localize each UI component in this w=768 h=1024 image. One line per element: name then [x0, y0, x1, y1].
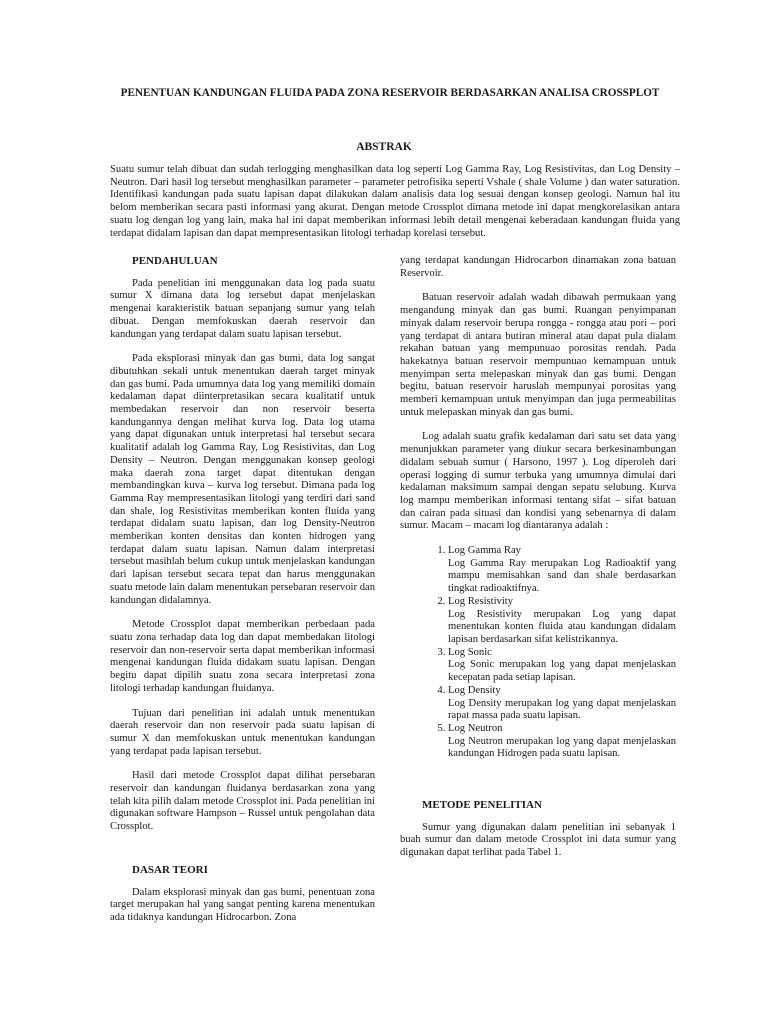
paragraph: Hasil dari metode Crossplot dapat dilihat persebaran reservoir dan kandungan fluidanya berdasarkan zona yang telah kita pilih dalam metode Crossplot ini. Pada penelitian ini digunakan software Hampson – Russel untuk pengolahan data Crossplot.: [110, 770, 375, 833]
list-item: [448, 647, 676, 685]
list-item-description: Log Gamma Ray merupakan Log Radioaktif yang mampu memisahkan sand dan shale berdasarkan tingkat radioaktifnya.: [448, 557, 676, 595]
right-column: [400, 255, 676, 872]
section-heading-method: METODE PENELITIAN: [422, 799, 542, 812]
paragraph: Pada eksplorasi minyak dan gas bumi, data log sangat dibutuhkan sekali untuk menentukan daerah target minyak dan gas bumi. Pada umumnya data log yang memiliki domain kedalaman dapat diinterpretasikan secara kualitatif untuk membedakan reservoir dan non reservoir beserta kandungannya dengan melihat kurva log. Data log utama yang dapat digunakan untuk interpretasi hal tersebut secara kualitatif adalah log Gamma Ray, Log Resistivitas, dan Log Density – Neutron. Dengan menggunakan konsep geologi maka daerah zona target dapat ditentukan dengan membandingkan kuva – kurva log tersebut. Dimana pada log Gamma Ray mempresentasikan litologi yang terdiri dari sand dan shale, log Resistivitas memberikan konten fluida yang terdapat didalam suatu lapisan, dan log Density-Neutron memberikan konten densitas dan konten hidrogen yang terdapat dalam suatu lapisan. Namun dalam interpretasi tersebut masihlah belum cukup untuk menjelaskan kandungan dari lapisan tersebut secara tepat dan harus menggunakan suatu metode lain dalam menentukan persebaran reservoir dan kandungan didalamnya.: [110, 353, 375, 606]
list-item-term: 1. Log Gamma Ray: [448, 545, 521, 557]
list-item-term: 2. Log Resistivity: [448, 595, 514, 607]
paper-title: PENENTUAN KANDUNGAN FLUIDA PADA ZONA RESERVOIR BERDASARKAN ANALISA CROSSPLOT: [120, 87, 660, 99]
list-item-description: Log Resistivity merupakan Log yang dapat menentukan konten fluida atau kandungan didalam lapisan berdasarkan sifat kelistrikannya.: [448, 608, 676, 645]
abstract-heading: ABSTRAK: [356, 141, 412, 153]
list-item-term: 5. Log Neutron: [448, 722, 503, 734]
list-item: [448, 545, 676, 596]
abstract-text: Suatu sumur telah dibuat dan sudah terlogging menghasilkan data log seperti Log Gamma Ray, Log Resistivitas, dan Log Density – Neutron. Dari hasil log tersebut menghasilkan parameter – parameter petrofisika seperti Vshale ( shale Volume ) dan water saturation. Identifikasi kandungan pada suatu lapisan dapat dilakukan dalam analisis data log sesuai dengan konsep geologi. Namun hal itu belom memberikan secara pasti informasi yang akurat. Dengan metode Crossplot dimana metode ini dapat mengkorelasikan antara suatu log dengan log yang lain, maka hal ini dapat memberikan informasi lebih detail mengenai keberadaan kandungan fluida yang terdapat didalam lapisan dan dapat mempresentasikan litologi terhadap korelasi tersebut.: [110, 164, 680, 239]
paragraph: Dalam eksplorasi minyak dan gas bumi, penentuan zona target merupakan hal yang sangat penting karena menentukan ada tidaknya kandungan Hidrocarbon. Zona: [110, 886, 375, 923]
section-heading-theory: DASAR TEORI: [132, 863, 208, 876]
list-item: [448, 685, 676, 723]
paragraph: Batuan reservoir adalah wadah dibawah permukaan yang mengandung minyak dan gas bumi. Ruangan penyimpanan minyak dalam reservoir berupa rongga - rongga atau pori – pori yang terdapat di antara butiran mineral atau dapat pula dialam rekahan batuan yang mempunuao porositas rendah. Pada hakekatnya batuan reservoir mempunuao kemampuan untuk menyimpan serta melepaskan minyak dan gas bumi. Dengan begitu, batuan reservoir haruslah mempunyai porositas yang memberi kemampuan untuk menyimpan dan juga permeabilitas untuk melepaskan minyak dan gas bumi.: [400, 292, 676, 418]
paragraph: Metode Crossplot dapat memberikan perbedaan pada suatu zona terhadap data log dan dapat membedakan litologi reservoir dan non-reservoir serta dapat memberikan informasi mengenai kandungan fluida didakam suatu lapisan. Dengan begitu dapat dipilih suatu zona secara interpretasi zona litologi terhadap kandungan fluidanya.: [110, 619, 375, 694]
list-item-description: Log Neutron merupakan log yang dapat menjelaskan kandungan Hidrogen pada suatu lapisan.: [448, 735, 676, 760]
paragraph: Pada penelitian ini menggunakan data log pada suatu sumur X dimana data log tersebut dapat menjelaskan mengenai karakteristik batuan sepanjang sumur yang telah dibuat. Dengan memfokuskan daerah reservoir dan kandungan yang terdapat dalam suatu lapisan tersebut.: [110, 277, 375, 340]
paragraph: Sumur yang digunakan dalam penelitian ini sebanyak 1 buah sumur dan dalam metode Crossplot ini data sumur yang digunakan dapat terlihat pada Tabel 1.: [400, 821, 676, 859]
list-item-term: 4. Log Density: [448, 684, 501, 696]
paragraph: yang terdapat kandungan Hidrocarbon dinamakan zona batuan Reservoir.: [400, 255, 676, 279]
log-type-list: [400, 545, 676, 761]
list-item-term: 3. Log Sonic: [448, 646, 492, 658]
section-heading-intro: PENDAHULUAN: [132, 255, 218, 267]
list-item-description: Log Density merupakan log yang dapat menjelaskan rapat massa pada suatu lapisan.: [448, 697, 676, 722]
list-item-description: Log Sonic merupakan log yang dapat menjelaskan kecepatan pada setiap lapisan.: [448, 659, 676, 684]
left-column: [110, 255, 375, 937]
paragraph: Tujuan dari penelitian ini adalah untuk menentukan daerah reservoir dan non reservoir pada suatu lapisan di sumur X dan memfokuskan untuk menentukan kandungan yang terdapat pada lapisan tersebut.: [110, 707, 375, 757]
list-item: [448, 723, 676, 761]
list-item: [448, 596, 676, 647]
paragraph: Log adalah suatu grafik kedalaman dari satu set data yang menunjukkan parameter yang diukur secara berkesinambungan didalam sebuah sumur ( Harsono, 1997 ). Log diperoleh dari operasi logging di sumur terbuka yang umumnya dimulai dari kedalaman maksimum sampai dengan sepatu selubung. Kurva log mampu memberikan informasi tentang sifat – sifat batuan dan cairan pada situasi dan kondisi yang sebenarnya di dalam sumur. Macam – macam log diantaranya adalah :: [400, 431, 676, 532]
